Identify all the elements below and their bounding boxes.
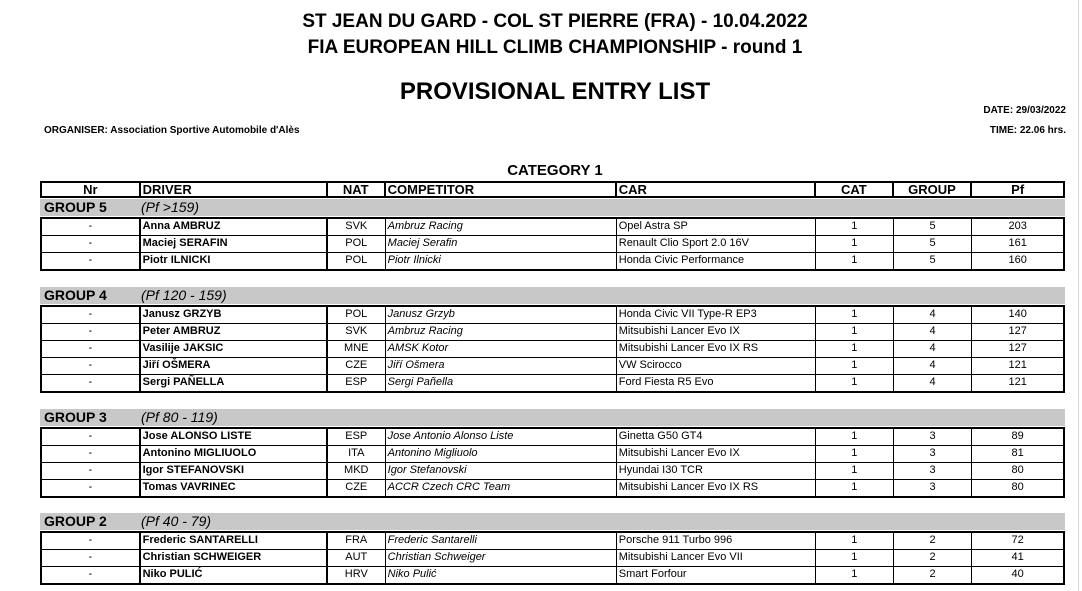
col-header-group: GROUP (894, 183, 973, 196)
cell-group: 5 (894, 219, 973, 235)
group-table (40, 427, 1065, 498)
group-band (40, 409, 1065, 426)
cell-cat: 1 (816, 341, 894, 357)
table-row (42, 323, 1063, 340)
table-row (42, 566, 1063, 583)
cell-group: 4 (894, 375, 973, 391)
cell-group: 2 (894, 533, 973, 549)
cell-nr: - (42, 567, 141, 583)
cell-nr: - (42, 253, 141, 269)
group-name: GROUP 5 (44, 199, 107, 215)
cell-nat: CZE (328, 358, 386, 374)
cell-car: Ford Fiesta R5 Evo (617, 375, 816, 391)
cell-car: Mitsubishi Lancer Evo IX RS (617, 480, 816, 496)
group-table (40, 531, 1065, 585)
cell-cat: 1 (816, 219, 894, 235)
col-header-nat: NAT (328, 183, 386, 196)
cell-nr: - (42, 324, 141, 340)
cell-car: Mitsubishi Lancer Evo IX (617, 446, 816, 462)
cell-competitor: Maciej Serafin (386, 236, 617, 252)
cell-pf: 161 (1008, 237, 1027, 249)
group-table (40, 217, 1065, 271)
cell-cat: 1 (816, 307, 894, 323)
cell-driver: Christian SCHWEIGER (141, 550, 328, 566)
cell-group: 3 (894, 463, 973, 479)
organiser-label: ORGANISER: Association Sportive Automobile d'Alès (44, 125, 300, 136)
col-header-competitor: COMPETITOR (386, 183, 617, 196)
group-table (40, 305, 1065, 393)
cell-group: 3 (894, 429, 973, 445)
table-row (42, 219, 1063, 235)
cell-nr: - (42, 236, 141, 252)
cell-nr: - (42, 307, 141, 323)
cell-competitor: Antonino Migliuolo (386, 446, 617, 462)
cell-driver: Anna AMBRUZ (141, 219, 328, 235)
cell-cat: 1 (816, 324, 894, 340)
cell-cat: 1 (816, 253, 894, 269)
cell-group: 4 (894, 358, 973, 374)
cell-competitor: Frederic Santarelli (386, 533, 617, 549)
cell-nat: SVK (328, 324, 386, 340)
table-row (42, 307, 1063, 323)
col-header-cat: CAT (816, 183, 894, 196)
cell-driver: Niko PULIĆ (141, 567, 328, 583)
cell-group: 5 (894, 236, 973, 252)
cell-competitor: Jose Antonio Alonso Liste (386, 429, 617, 445)
cell-competitor: Ambruz Racing (386, 219, 617, 235)
cell-driver: Vasilije JAKSIC (141, 341, 328, 357)
cell-group: 3 (894, 480, 973, 496)
cell-nat: POL (328, 236, 386, 252)
cell-nr: - (42, 533, 141, 549)
cell-cat: 1 (816, 480, 894, 496)
cell-cat: 1 (816, 358, 894, 374)
cell-nr: - (42, 480, 141, 496)
cell-pf: 121 (1008, 359, 1027, 371)
cell-nat: FRA (328, 533, 386, 549)
cell-cat: 1 (816, 446, 894, 462)
cell-nr: - (42, 341, 141, 357)
cell-driver: Tomas VAVRINEC (141, 480, 328, 496)
cell-driver: Peter AMBRUZ (141, 324, 328, 340)
cell-driver: Sergi PAÑELLA (141, 375, 328, 391)
cell-group: 4 (894, 324, 973, 340)
cell-nr: - (42, 429, 141, 445)
cell-pf: 80 (1011, 481, 1024, 493)
cell-nat: POL (328, 253, 386, 269)
cell-car: Mitsubishi Lancer Evo VII (617, 550, 816, 566)
cell-pf: 160 (1008, 254, 1027, 266)
cell-group: 4 (894, 307, 973, 323)
cell-nat: SVK (328, 219, 386, 235)
event-title: ST JEAN DU GARD - COL ST PIERRE (FRA) - 10.04.2022 (302, 11, 808, 32)
cell-car: Smart Forfour (617, 567, 816, 583)
cell-nr: - (42, 550, 141, 566)
group-range: (Pf 120 - 159) (141, 287, 227, 303)
cell-driver: Jose ALONSO LISTE (141, 429, 328, 445)
cell-competitor: AMSK Kotor (386, 341, 617, 357)
table-row (42, 445, 1063, 462)
group-band (40, 199, 1065, 216)
document-title: PROVISIONAL ENTRY LIST (399, 78, 711, 105)
cell-pf: 127 (1008, 342, 1027, 354)
group-name: GROUP 3 (44, 409, 107, 425)
cell-nat: ITA (328, 446, 386, 462)
cell-competitor: Igor Stefanovski (386, 463, 617, 479)
cell-group: 2 (894, 550, 973, 566)
col-header-nr: Nr (42, 183, 141, 196)
cell-nr: - (42, 463, 141, 479)
cell-driver: Maciej SERAFIN (141, 236, 328, 252)
cell-driver: Antonino MIGLIUOLO (141, 446, 328, 462)
group-range: (Pf 80 - 119) (141, 409, 218, 425)
cell-cat: 1 (816, 236, 894, 252)
cell-nat: MNE (328, 341, 386, 357)
cell-pf: 203 (1008, 220, 1027, 232)
cell-competitor: ACCR Czech CRC Team (386, 480, 617, 496)
cell-group: 2 (894, 567, 973, 583)
cell-nat: AUT (328, 550, 386, 566)
cell-cat: 1 (816, 463, 894, 479)
table-row (42, 357, 1063, 374)
cell-cat: 1 (816, 375, 894, 391)
table-row (42, 235, 1063, 252)
table-header (40, 181, 1065, 198)
cell-competitor: Sergi Pañella (386, 375, 617, 391)
cell-nat: POL (328, 307, 386, 323)
cell-nat: HRV (328, 567, 386, 583)
date-label: DATE: 29/03/2022 (983, 105, 1066, 116)
cell-pf: 40 (1011, 568, 1024, 580)
cell-nat: ESP (328, 375, 386, 391)
cell-nat: ESP (328, 429, 386, 445)
group-range: (Pf 40 - 79) (141, 513, 212, 529)
cell-competitor: Janusz Grzyb (386, 307, 617, 323)
group-name: GROUP 4 (44, 287, 107, 303)
table-row (42, 549, 1063, 566)
cell-car: Opel Astra SP (617, 219, 816, 235)
time-label: TIME: 22.06 hrs. (989, 125, 1066, 136)
cell-cat: 1 (816, 533, 894, 549)
table-row (42, 429, 1063, 445)
cell-car: Renault Clio Sport 2.0 16V (617, 236, 816, 252)
table-row (42, 533, 1063, 549)
cell-driver: Frederic SANTARELLI (141, 533, 328, 549)
cell-driver: Igor STEFANOVSKI (141, 463, 328, 479)
cell-pf: 81 (1011, 447, 1024, 459)
col-header-pf: Pf (1011, 183, 1025, 196)
group-band (40, 287, 1065, 304)
cell-car: Honda Civic VII Type-R EP3 (617, 307, 816, 323)
cell-competitor: Christian Schweiger (386, 550, 617, 566)
group-band (40, 513, 1065, 530)
cell-group: 3 (894, 446, 973, 462)
cell-nat: CZE (328, 480, 386, 496)
cell-driver: Piotr ILNICKI (141, 253, 328, 269)
cell-car: Mitsubishi Lancer Evo IX RS (617, 341, 816, 357)
cell-competitor: Jiří Ošmera (386, 358, 617, 374)
cell-pf: 121 (1008, 376, 1027, 388)
cell-car: Porsche 911 Turbo 996 (617, 533, 816, 549)
cell-group: 4 (894, 341, 973, 357)
table-row (42, 462, 1063, 479)
group-name: GROUP 2 (44, 513, 107, 529)
table-row (42, 374, 1063, 391)
cell-cat: 1 (816, 567, 894, 583)
cell-nr: - (42, 375, 141, 391)
table-row (42, 252, 1063, 269)
cell-car: Mitsubishi Lancer Evo IX (617, 324, 816, 340)
cell-competitor: Niko Pulić (386, 567, 617, 583)
cell-nat: MKD (328, 463, 386, 479)
group-range: (Pf >159) (141, 199, 199, 215)
cell-pf: 140 (1008, 308, 1027, 320)
cell-car: Hyundai I30 TCR (617, 463, 816, 479)
cell-competitor: Ambruz Racing (386, 324, 617, 340)
cell-pf: 72 (1011, 534, 1024, 546)
cell-competitor: Piotr Ilnicki (386, 253, 617, 269)
cell-nr: - (42, 446, 141, 462)
cell-pf: 127 (1008, 325, 1027, 337)
cell-car: Ginetta G50 GT4 (617, 429, 816, 445)
cell-group: 5 (894, 253, 973, 269)
cell-cat: 1 (816, 550, 894, 566)
table-row (42, 479, 1063, 496)
championship-title: FIA EUROPEAN HILL CLIMB CHAMPIONSHIP - round 1 (307, 37, 803, 58)
cell-driver: Janusz GRZYB (141, 307, 328, 323)
cell-nr: - (42, 358, 141, 374)
cell-pf: 89 (1011, 430, 1024, 442)
cell-car: VW Scirocco (617, 358, 816, 374)
cell-pf: 41 (1011, 551, 1024, 563)
cell-car: Honda Civic Performance (617, 253, 816, 269)
table-row (42, 340, 1063, 357)
cell-nr: - (42, 219, 141, 235)
col-header-car: CAR (617, 183, 816, 196)
cell-driver: Jiří OŠMERA (141, 358, 328, 374)
cell-cat: 1 (816, 429, 894, 445)
category-title: CATEGORY 1 (507, 162, 603, 179)
cell-pf: 80 (1011, 464, 1024, 476)
col-header-driver: DRIVER (141, 183, 328, 196)
